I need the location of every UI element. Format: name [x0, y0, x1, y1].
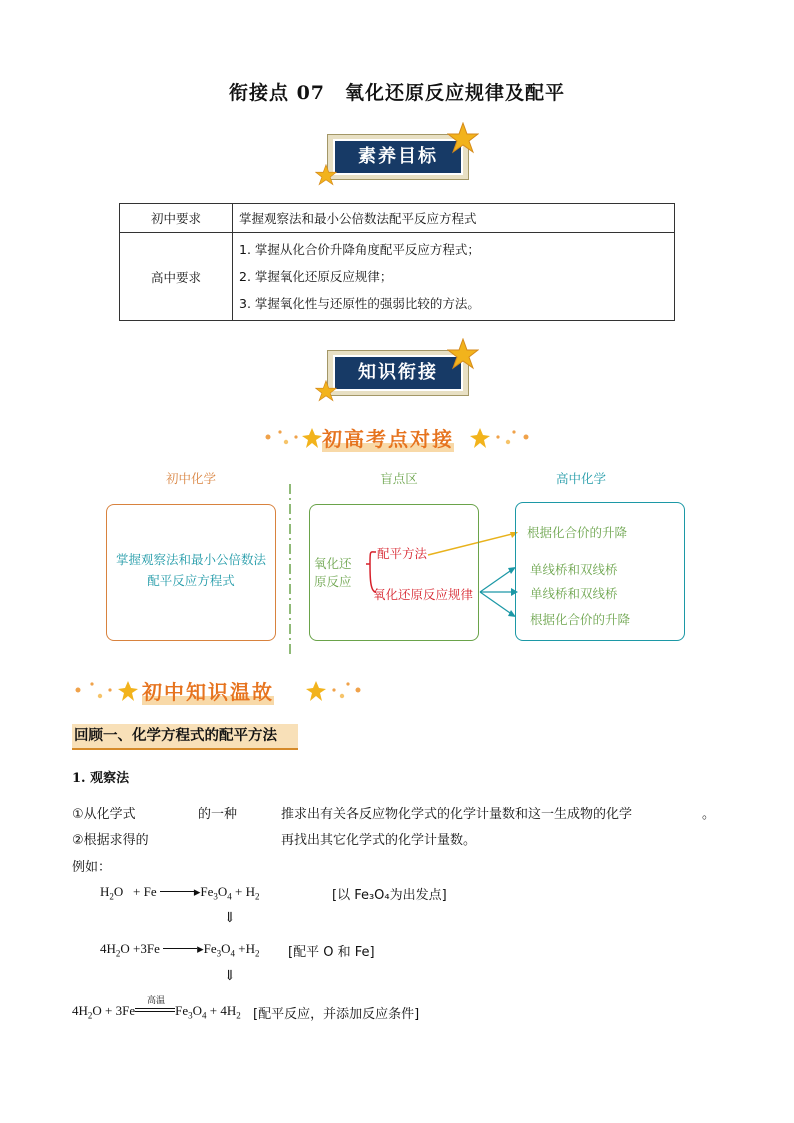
down-arrow-icon: ⇓: [224, 969, 236, 984]
senior-item: 根据化合价的升降: [527, 525, 628, 540]
table-cell-head: 初中要求: [120, 204, 233, 233]
method-line1-c: 推求出有关各反应物化学式的化学计量数和这一生成物的化学: [281, 807, 633, 822]
requirements-table: [119, 203, 675, 321]
method-line2-b: 再找出其它化学式的化学计量数。: [281, 833, 477, 848]
page-title: 衔接点 07 氧化还原反应规律及配平: [228, 82, 566, 104]
method-line1-b: 的一种: [198, 807, 238, 822]
senior-item: 根据化合价的升降: [530, 612, 631, 627]
reaction-condition: 高温: [147, 996, 166, 1006]
example-label: 例如：: [72, 860, 112, 875]
down-arrow-icon: ⇓: [224, 911, 236, 926]
equation-2-note: [配平 O 和 Fe]: [288, 945, 375, 960]
balancing-method-node: 配平方法: [377, 546, 428, 561]
requirement-item: 2. 掌握氧化还原反应规律；: [239, 269, 393, 284]
knowledge-badge-label: 知识衔接: [333, 355, 463, 391]
requirement-item: 1. 掌握从化合价升降角度配平反应方程式；: [239, 242, 480, 257]
equation-3: $4H_2O + 3Fe$ $Fe_3O_4 + 4H_2$: [72, 1003, 241, 1021]
star-icon: [315, 164, 337, 186]
requirement-item: 3. 掌握氧化性与还原性的强弱比较的方法。: [239, 296, 480, 311]
star-icon: [315, 380, 337, 402]
table-row: [120, 204, 675, 233]
equation-3-note: [配平反应，并添加反应条件]: [253, 1007, 420, 1022]
junior-box-text: 掌握观察法和最小公倍数法 配平反应方程式: [115, 552, 266, 588]
senior-item: 单线桥和双线桥: [530, 562, 618, 577]
review-heading: 回顾一、化学方程式的配平方法: [72, 724, 298, 748]
method-line1-d: 。: [702, 807, 716, 822]
table-cell-head: 高中要求: [120, 233, 233, 321]
section-heading-review: 初中知识温故: [142, 680, 274, 704]
section-heading-connect: 初高考点对接: [322, 427, 454, 451]
method-line1-a: ①从化学式: [72, 807, 136, 822]
equation-1-note: [以 Fe₃O₄为出发点]: [332, 888, 447, 903]
goal-badge-label: 素养目标: [333, 139, 463, 175]
method-line2-a: ②根据求得的: [72, 833, 149, 848]
equation-1: $H_2O + Fe$ $▸Fe_3O_4 + H_2$: [100, 884, 260, 902]
star-icon: [447, 122, 479, 154]
table-row: [120, 233, 675, 321]
column-head-junior: 初中化学: [165, 471, 216, 486]
redox-root: 氧化还 原反应: [314, 556, 352, 589]
redox-rule-node: 氧化还原反应规律: [373, 587, 474, 602]
column-head-senior: 高中化学: [555, 471, 606, 486]
table-cell: 掌握观察法和最小公倍数法配平反应方程式: [233, 204, 675, 233]
method-heading: 1. 观察法: [72, 771, 130, 786]
equation-2: $4H_2O +3Fe$ $▸Fe_3O_4 +H_2$: [100, 941, 260, 959]
star-icon: [447, 338, 479, 370]
senior-item: 单线桥和双线桥: [530, 586, 618, 601]
column-head-blind: 盲点区: [380, 471, 418, 486]
